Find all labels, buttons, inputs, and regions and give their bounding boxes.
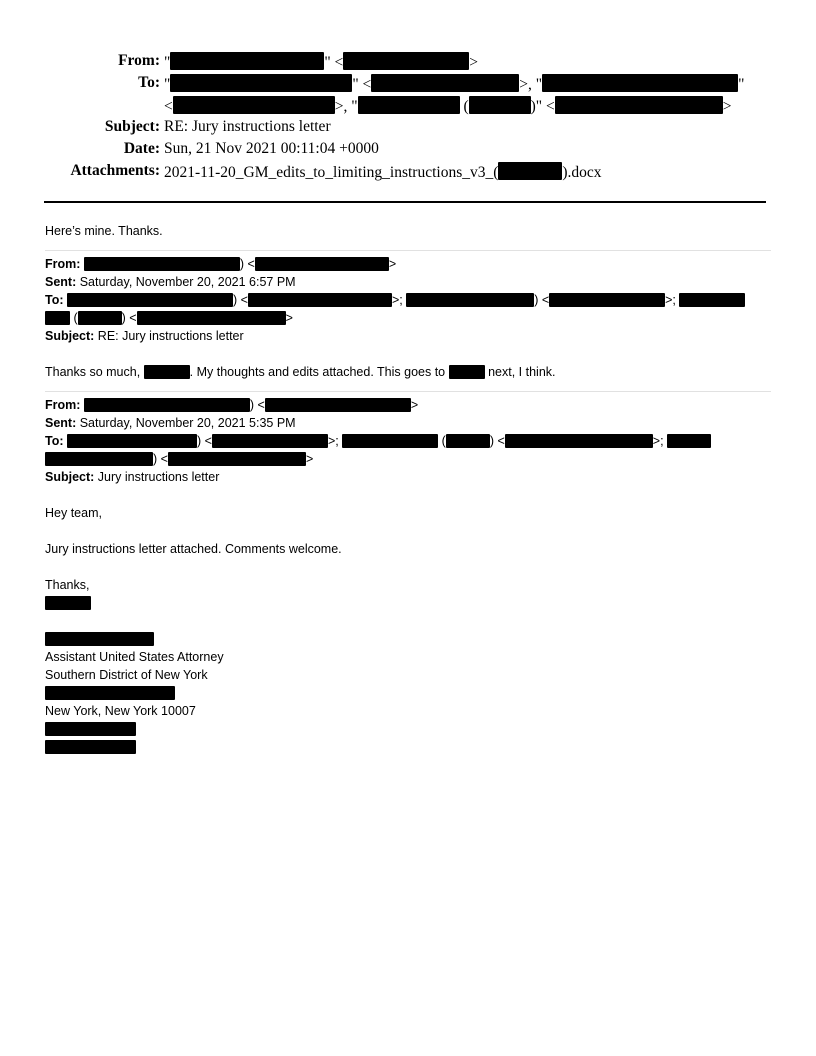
redaction (78, 311, 122, 325)
msg1-to-line: To: ) < >; ) < >; (45, 291, 775, 309)
redaction (371, 74, 519, 92)
message-separator (45, 391, 771, 392)
signature-address-redaction (45, 684, 775, 702)
redaction (45, 632, 154, 646)
msg1-to-label: To: (45, 293, 64, 307)
msg1-from-label: From: (45, 257, 81, 271)
redaction (446, 434, 490, 448)
redaction (170, 52, 324, 70)
redaction (168, 452, 306, 466)
msg2-sent-label: Sent: (45, 416, 77, 430)
redaction (173, 96, 335, 114)
redaction (449, 365, 485, 379)
header-to-row (0, 74, 816, 96)
signature-name-redaction (45, 594, 775, 612)
msg1-sent-value: Saturday, November 20, 2021 6:57 PM (76, 275, 296, 289)
msg2-from-line: From: ) < > (45, 398, 419, 412)
signature-office: Southern District of New York (45, 668, 208, 682)
signature-email-redaction (45, 738, 775, 756)
msg2-to-label: To: (45, 434, 64, 448)
msg2-signoff: Thanks, (45, 578, 90, 592)
msg1-sent-line (45, 273, 775, 291)
header-divider (44, 201, 766, 203)
msg1-text: Thanks so much, . My thoughts and edits attached. This goes to next, I think. (45, 365, 556, 379)
redaction (144, 365, 190, 379)
msg2-subject-label: Subject: (45, 470, 95, 484)
msg1-subject-value: RE: Jury instructions letter (94, 329, 244, 343)
msg2-subject-value: Jury instructions letter (94, 470, 220, 484)
header-from-label: From: (118, 52, 160, 69)
msg1-subject-line (45, 327, 775, 345)
redaction (469, 96, 531, 114)
header-to-value-line2: < >, " ( )" < > (164, 98, 732, 115)
msg1-from-line: From: ) < > (45, 257, 397, 271)
redaction (248, 293, 392, 307)
header-attachments-label: Attachments: (70, 162, 160, 179)
msg2-subject-line (45, 468, 775, 486)
msg2-greeting: Hey team, (45, 506, 102, 520)
redaction (45, 722, 136, 736)
signature-fullname-redaction (45, 630, 775, 648)
header-from-value: " " < > (164, 54, 479, 71)
redaction (542, 74, 738, 92)
header-date-value: Sun, 21 Nov 2021 00:11:04 +0000 (164, 140, 379, 157)
redaction (667, 434, 711, 448)
email-body (45, 222, 775, 756)
redaction (45, 686, 175, 700)
redaction (555, 96, 723, 114)
redaction (549, 293, 665, 307)
redaction (84, 398, 250, 412)
redaction (358, 96, 460, 114)
header-attachments-row (0, 162, 816, 184)
signature-title: Assistant United States Attorney (45, 650, 224, 664)
redaction (505, 434, 653, 448)
msg2-text: Jury instructions letter attached. Comments welcome. (45, 542, 342, 556)
redaction (137, 311, 286, 325)
redaction (265, 398, 411, 412)
header-from-row (0, 52, 816, 74)
redaction (498, 162, 562, 180)
redaction (343, 52, 469, 70)
redaction (342, 434, 438, 448)
attachment-filename[interactable]: 2021-11-20_GM_edits_to_limiting_instructions_v3_( ).docx (164, 164, 602, 181)
redaction (406, 293, 534, 307)
msg2-to-line-cont: ) < > (45, 450, 775, 468)
header-to-row-cont (0, 96, 816, 118)
msg2-sent-line (45, 414, 775, 432)
signature-city: New York, New York 10007 (45, 704, 196, 718)
header-subject-label: Subject: (104, 118, 160, 135)
signature-phone-redaction (45, 720, 775, 738)
msg1-to-line-cont: ( ) < > (45, 309, 775, 327)
redaction (170, 74, 352, 92)
msg2-to-line: To: ) < >; ( ) < >; (45, 432, 775, 450)
header-date-label: Date: (123, 140, 160, 157)
msg2-sent-value: Saturday, November 20, 2021 5:35 PM (76, 416, 296, 430)
redaction (67, 434, 197, 448)
redaction (45, 596, 91, 610)
header-subject-value: RE: Jury instructions letter (164, 118, 331, 135)
msg2-from-label: From: (45, 398, 81, 412)
redaction (67, 293, 233, 307)
msg1-sent-label: Sent: (45, 275, 77, 289)
header-to-value-line1: " " < >, " " (164, 76, 745, 93)
redaction (212, 434, 328, 448)
redaction (45, 740, 136, 754)
msg1-subject-label: Subject: (45, 329, 95, 343)
header-date-row (0, 140, 816, 162)
redaction (45, 311, 70, 325)
reply-text: Here’s mine. Thanks. (45, 224, 163, 238)
message-separator (45, 250, 771, 251)
redaction (45, 452, 153, 466)
header-to-label: To: (138, 74, 160, 91)
email-header (0, 52, 816, 184)
redaction (679, 293, 745, 307)
redaction (84, 257, 240, 271)
header-subject-row (0, 118, 816, 140)
redaction (255, 257, 389, 271)
